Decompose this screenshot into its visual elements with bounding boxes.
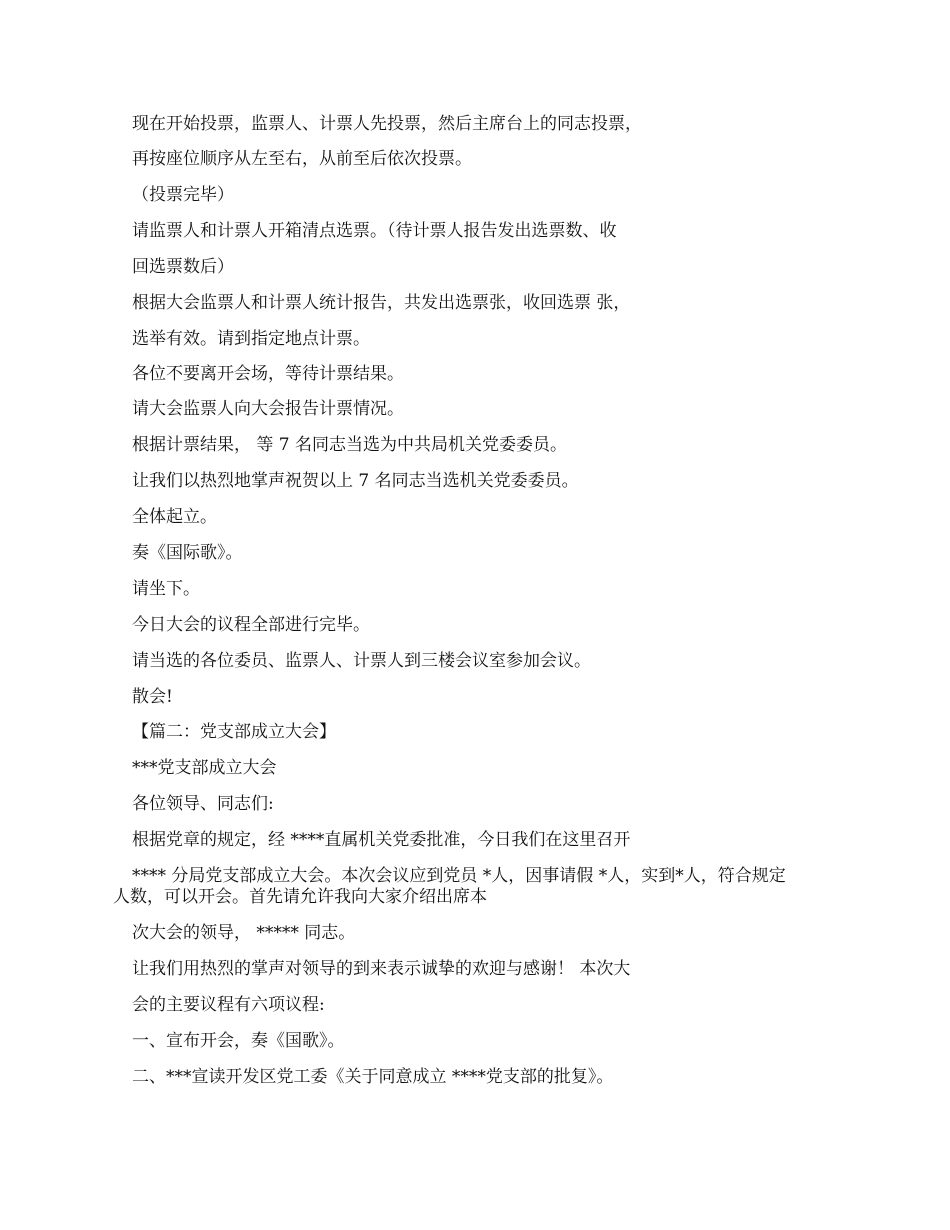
text-line: **** 分局党支部成立大会。本次会议应到党员 *人，因事请假 *人，实到*人，符合规定 [132,866,786,886]
text-line: 散会! [132,687,173,707]
text-line: 回选票数后） [132,257,234,277]
text-line: 根据党章的规定，经 ****直属机关党委批准，今日我们在这里召开 [132,830,631,850]
text-line: 让我们以热烈地掌声祝贺以上 7 名同志当选机关党委委员。 [132,471,579,491]
text-line: ***党支部成立大会 [132,758,277,778]
text-line: 再按座位顺序从左至右，从前至后依次投票。 [132,149,472,169]
text-line: 会的主要议程有六项议程: [132,995,325,1015]
text-line: 次大会的领导， ***** 同志。 [132,923,356,943]
text-line: 各位不要离开会场，等待计票结果。 [132,364,404,384]
text-line: 选举有效。请到指定地点计票。 [132,329,370,349]
text-line: 一、宣布开会，奏《国歌》。 [132,1031,345,1051]
section-heading: 【篇二：党支部成立大会】 [132,722,336,742]
text-line: 现在开始投票，监票人、计票人先投票，然后主席台上的同志投票， [132,114,642,134]
text-line: 请大会监票人向大会报告计票情况。 [132,399,404,419]
text-line: 根据计票结果， 等 7 名同志当选为中共局机关党委委员。 [132,435,568,455]
text-line: 根据大会监票人和计票人统计报告，共发出选票张，收回选票 张， [132,293,631,313]
text-line: 各位领导、同志们: [132,794,274,814]
text-line: 请监票人和计票人开箱清点选票。（待计票人报告发出选票数、收 [132,221,617,241]
text-line: 人数，可以开会。首先请允许我向大家介绍出席本 [113,887,487,907]
text-line: 请当选的各位委员、监票人、计票人到三楼会议室参加会议。 [132,651,591,671]
text-line: 请坐下。 [132,579,200,599]
text-line: 让我们用热烈的掌声对领导的到来表示诚挚的欢迎与感谢！ 本次大 [132,959,631,979]
text-line: 奏《国际歌》。 [132,543,243,563]
text-line: 全体起立。 [132,507,217,527]
text-line: （投票完毕） [132,185,234,205]
text-line: 今日大会的议程全部进行完毕。 [132,615,370,635]
text-line: 二、***宣读开发区党工委《关于同意成立 ****党支部的批复》。 [132,1067,614,1087]
